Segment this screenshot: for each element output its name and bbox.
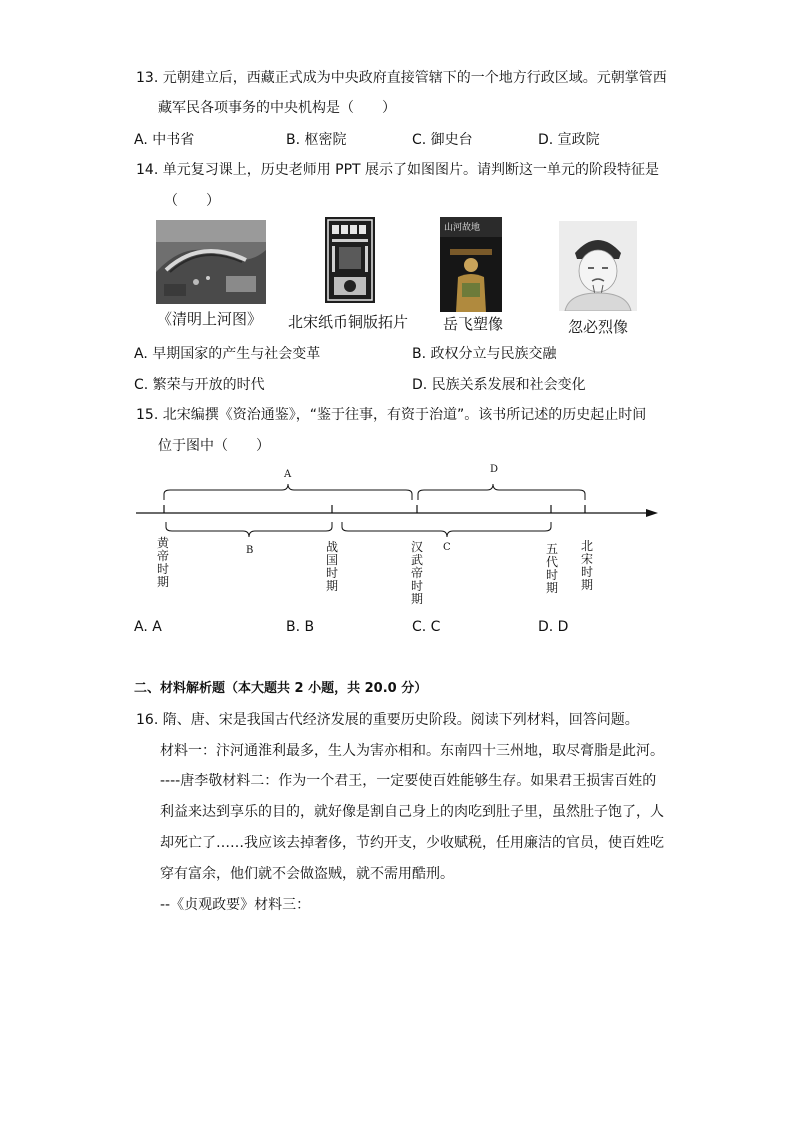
brace-c: [342, 522, 551, 537]
q14-stem-line1: 14. 单元复习课上，历史老师用 PPT 展示了如图图片。请判断这一单元的阶段特征是: [136, 162, 660, 178]
qingming-scroll-drawing: [156, 220, 266, 304]
period-beisong: 北宋时期: [580, 539, 593, 592]
period-huangdi: 黄帝时期: [156, 536, 169, 589]
period-wudai: 五代时期: [545, 542, 558, 595]
q16-material-line6: --《贞观政要》材料三：: [160, 897, 311, 913]
q15-stem-line1: 15. 北宋编撰《资治通鉴》，“鉴于往事，有资于治道”。该书所记述的历史起止时间: [136, 407, 647, 423]
timeline-arrow: [646, 509, 658, 517]
kublai-khan-drawing: [559, 221, 637, 311]
song-paper-money-image: [325, 217, 375, 303]
yue-fei-banner-text: 山河故地: [444, 223, 481, 233]
q16-material-line5: 穿有富余，他们就不会做盗贼，就不需用酷刑。: [160, 866, 454, 882]
q14-option-d[interactable]: D. 民族关系发展和社会变化: [412, 377, 586, 393]
q14-option-b[interactable]: B. 政权分立与民族交融: [412, 346, 557, 362]
q14-option-a[interactable]: A. 早期国家的产生与社会变革: [134, 346, 321, 362]
q15-option-c[interactable]: C. C: [412, 619, 441, 635]
paper-money-drawing: [325, 217, 375, 303]
timeline-label-b: B: [246, 545, 254, 556]
timeline-label-c: C: [443, 542, 451, 553]
caption-kublai-khan: 忽必烈像: [568, 318, 629, 336]
q13-stem-line2: 藏军民各项事务的中央机构是（ ）: [158, 100, 396, 116]
qingming-scroll-image: [156, 220, 266, 304]
q14-stem-line2: （ ）: [164, 193, 220, 209]
section-2-title: 二、材料解析题（本大题共 2 小题，共 20.0 分）: [134, 681, 428, 696]
kublai-khan-portrait-image: [559, 221, 637, 311]
caption-paper-money: 北宋纸币铜版拓片: [288, 313, 409, 331]
q16-material-line3: 利益来达到享乐的目的，就好像是割自己身上的肉吃到肚子里，虽然肚子饱了，人: [160, 804, 664, 820]
q15-option-a[interactable]: A. A: [134, 619, 162, 635]
q14-option-c[interactable]: C. 繁荣与开放的时代: [134, 377, 265, 393]
timeline-label-a: A: [284, 469, 292, 480]
brace-b: [166, 522, 332, 537]
caption-yue-fei: 岳飞塑像: [443, 315, 504, 333]
q15-timeline: [130, 460, 670, 540]
q13-option-a[interactable]: A. 中书省: [134, 132, 195, 148]
q16-stem: 16. 隋、唐、宋是我国古代经济发展的重要历史阶段。阅读下列材料，回答问题。: [136, 712, 639, 728]
period-hanwudi: 汉武帝时期: [410, 540, 423, 606]
q15-stem-line2: 位于图中（ ）: [158, 438, 270, 454]
q13-option-d[interactable]: D. 宣政院: [538, 132, 600, 148]
q16-material-line1: 材料一：汴河通淮利最多，生人为害亦相和。东南四十三州地，取尽膏脂是此河。: [160, 743, 664, 759]
q13-stem-line1: 13. 元朝建立后，西藏正式成为中央政府直接管辖下的一个地方行政区域。元朝掌管西: [136, 70, 667, 86]
brace-a: [164, 484, 412, 500]
q16-material-line4: 却死亡了……我应该去掉奢侈，节约开支，少收赋税，任用廉洁的官员，使百姓吃: [160, 835, 664, 851]
caption-qingming: 《清明上河图》: [157, 310, 263, 328]
period-zhanguo: 战国时期: [325, 540, 338, 593]
q15-option-b[interactable]: B. B: [286, 619, 315, 635]
q13-option-c[interactable]: C. 御史台: [412, 132, 473, 148]
timeline-label-d: D: [490, 464, 499, 475]
brace-d: [418, 484, 585, 500]
q13-option-b[interactable]: B. 枢密院: [286, 132, 347, 148]
q15-option-d[interactable]: D. D: [538, 619, 569, 635]
q16-material-line2: ----唐李敬材料二：作为一个君王，一定要使百姓能够生存。如果君王损害百姓的: [160, 773, 657, 789]
yue-fei-statue-image: [440, 217, 502, 312]
